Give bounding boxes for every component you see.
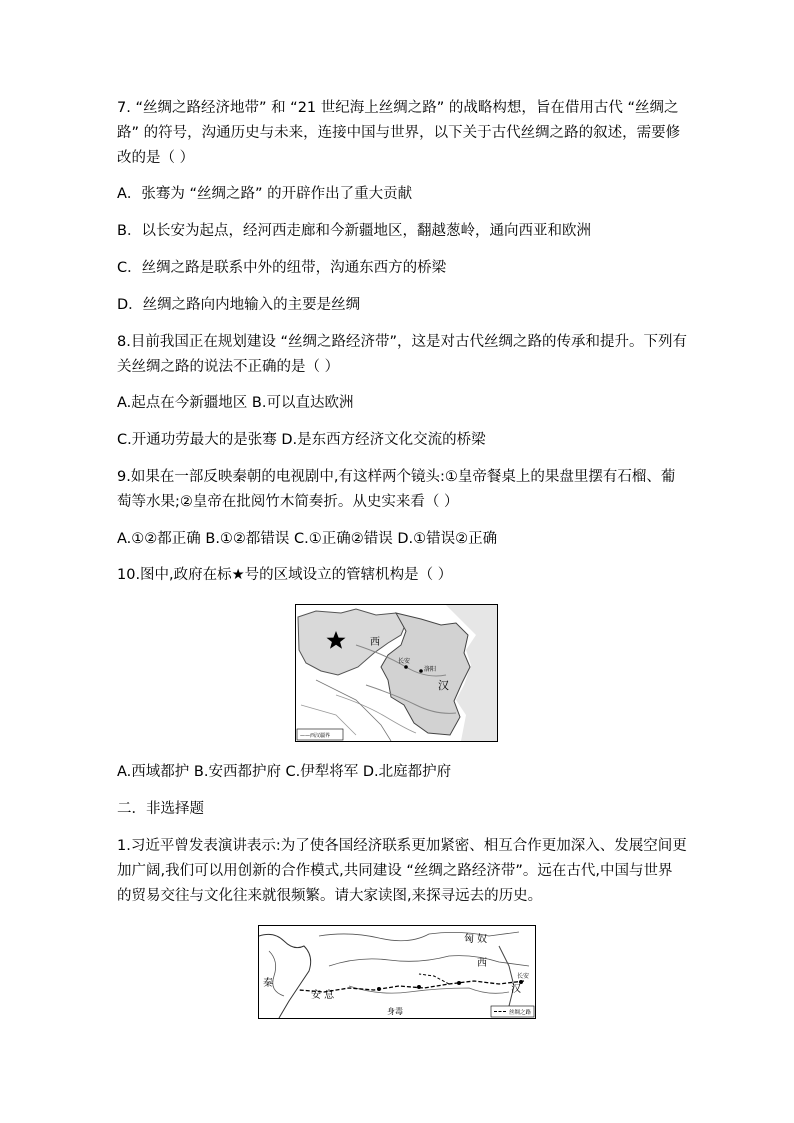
q9-stem-line1: 9.如果在一部反映秦朝的电视剧中,有这样两个镜头:①皇帝餐桌上的果盘里摆有石榴、葡 bbox=[117, 469, 676, 485]
han-territory-map bbox=[295, 604, 498, 742]
silk-road-map bbox=[258, 925, 536, 1019]
q9-stem-line2: 萄等水果;②皇帝在批阅竹木简奏折。从史实来看（ ） bbox=[117, 494, 459, 510]
q7-stem-line3: 改的是（ ） bbox=[117, 150, 195, 166]
q7-stem-line2: 路” 的符号，沟通历史与未来，连接中国与世界，以下关于古代丝绸之路的叙述，需要修 bbox=[117, 125, 681, 141]
map1-label-luoyang: 洛阳 bbox=[424, 666, 437, 673]
q9-options: A.①②都正确 B.①②都错误 C.①正确②错误 D.①错误②正确 bbox=[117, 531, 498, 547]
map2-label-qin: 秦 bbox=[263, 978, 273, 989]
q7-option-b: B．以长安为起点，经河西走廊和今新疆地区，翻越葱岭，通向西亚和欧洲 bbox=[117, 223, 591, 239]
q11-line2: 加广阔,我们可以用创新的合作模式,共同建设 “丝绸之路经济带”。远在古代,中国与世界 bbox=[117, 863, 673, 879]
map2-label-xi: 西 bbox=[477, 958, 487, 969]
q7-option-d: D．丝绸之路向内地输入的主要是丝绸 bbox=[117, 297, 361, 313]
q7-option-a: A．张骞为 “丝绸之路” 的开辟作出了重大贡献 bbox=[117, 186, 413, 202]
q8-options-line1: A.起点在今新疆地区 B.可以直达欧洲 bbox=[117, 395, 354, 411]
map1-label-han: 汉 bbox=[438, 679, 449, 692]
section2-heading: 二．非选择题 bbox=[117, 801, 204, 817]
q11-line1: 1.习近平曾发表演讲表示:为了使各国经济联系更加紧密、相互合作更加深入、发展空间更 bbox=[117, 838, 687, 854]
map1-label-xi: 西 bbox=[370, 637, 380, 648]
map2-legend: 丝绸之路 bbox=[509, 1010, 532, 1016]
q7-stem-line1: 7. “丝绸之路经济地带” 和 “21 世纪海上丝绸之路” 的战略构想，旨在借用古代 “丝绸之 bbox=[117, 100, 679, 116]
map2-label-shendu: 身毒 bbox=[387, 1007, 403, 1016]
map1-label-changan: 长安 bbox=[398, 658, 411, 665]
q7-option-c: C．丝绸之路是联系中外的纽带，沟通东西方的桥梁 bbox=[117, 260, 447, 276]
map2-label-xiongnu: 匈 奴 bbox=[464, 934, 488, 945]
map2-label-changan: 长安 bbox=[517, 973, 530, 980]
q8-options-line2: C.开通功劳最大的是张骞 D.是东西方经济文化交流的桥梁 bbox=[117, 432, 486, 448]
map2-label-han: 汉 bbox=[511, 984, 521, 995]
q10-options: A.西域都护 B.安西都护府 C.伊犁将军 D.北庭都护府 bbox=[117, 764, 452, 780]
map2-label-anxi: 安 息 bbox=[311, 990, 335, 1001]
q11-line3: 的贸易交往与文化往来就很频繁。请大家读图,来探寻远去的历史。 bbox=[117, 888, 543, 904]
q10-stem: 10.图中,政府在标★号的区域设立的管辖机构是（ ） bbox=[117, 567, 453, 583]
map1-legend: ——西汉疆界 bbox=[300, 733, 331, 739]
q8-stem-line2: 关丝绸之路的说法不正确的是（ ） bbox=[117, 359, 340, 375]
q8-stem-line1: 8.目前我国正在规划建设 “丝绸之路经济带”，这是对古代丝绸之路的传承和提升。下列有 bbox=[117, 334, 687, 350]
